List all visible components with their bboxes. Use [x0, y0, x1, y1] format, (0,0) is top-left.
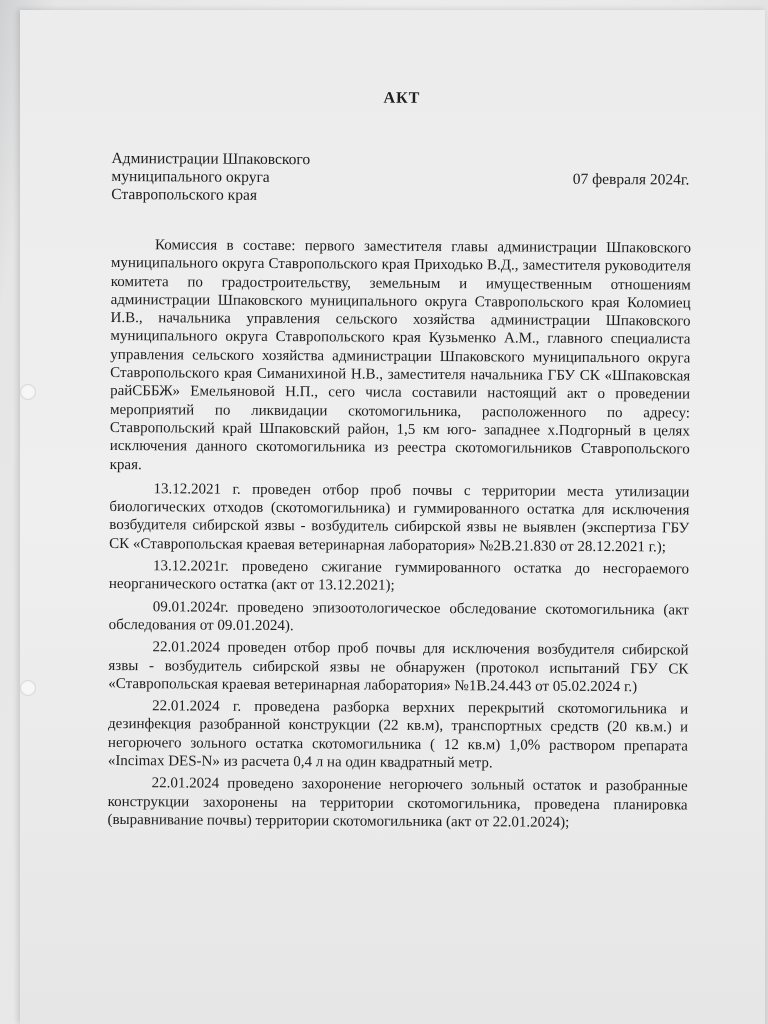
paragraph-inspection: 09.01.2024г. проведено эпизоотологическое обследование скотомогильника (акт обследования от 09.01.2024).: [108, 598, 689, 635]
paragraph-soil-sampling-2021: 13.12.2021 г. проведен отбор проб почвы с территории места утилизации биологических отходов (скотомогильника) и гуммированного остатка для исключения возбудителя сибирской язвы - возбудитель сибирской язвы не выявлен (экспертиза ГБУ СК «Ставропольская краевая ветеринарная лаборатория» №2В.21.830 от 28.12.2021 г.);: [109, 481, 690, 556]
organization-block: [111, 150, 310, 205]
punch-hole: [20, 680, 36, 696]
org-line: Администрации Шпаковского: [111, 149, 311, 169]
document-header: [111, 150, 691, 210]
org-line: Ставропольского края: [111, 185, 258, 204]
document-date: 07 февраля 2024г.: [572, 170, 690, 189]
punch-hole: [20, 384, 36, 400]
document-body: [107, 236, 691, 833]
org-line: муниципального округа: [111, 167, 270, 186]
paragraph-disinfection: 22.01.2024 г. проведена разборка верхних перекрытий скотомогильника и дезинфекция разобранной конструкции (22 кв.м), транспортных средств (20 кв.м.) и негорючего зольного остатка скотомогильника ( 12 кв.м) 1,0% раствором препарата «Incimax DES-N» из расчета 0,4 л на один квадратный метр.: [107, 698, 689, 772]
document-content: [107, 80, 692, 837]
paragraph-burial: 22.01.2024 проведено захоронение негорючего зольный остаток и разобранные конструкции захоронены на территории скотомогильника, проведена планировка (выравнивание почвы) территории скотомогильника (акт от 22.01.2024);: [107, 775, 688, 831]
paragraph-incineration: 13.12.2021г. проведено сжигание гуммированного остатка до несгораемого неорганического остатка (акт от 13.12.2021);: [108, 558, 690, 595]
paragraph-commission: Комиссия в составе: первого заместителя главы администрации Шпаковского муниципального округа Ставропольского края Приходько В.Д., заместителя руководителя комитета по градостроительству, земельным и имущественным отношениям администрации Шпаковского муниципального округа Ставропольского края Коломиец И.В., начальника управления сельского хозяйства администрации Шпаковского муниципального округа Ставропольского края Кузьменко А.М., главного специалиста управления сельского хозяйства администрации Шпаковского муниципального округа Ставропольского края Симанихиной Н.В., заместителя начальника ГБУ СК «Шпаковская райСББЖ» Емельяновой Н.П., сего числа составили настоящий акт о проведении мероприятий по ликвидации скотомогильника, расположенного по адресу: Ставропольский край Шпаковский район, 1,5 км юго- западнее х.Подгорный в целях исключения данного скотомогильника из реестра скотомогильников Ставропольского края.: [109, 237, 692, 473]
paragraph-soil-sampling-2024: 22.01.2024 проведен отбор проб почвы для исключения возбудителя сибирской язвы - возбудитель сибирской язвы не обнаружен (протокол испытаний ГБУ СК «Ставропольская краевая ветеринарная лаборатория» №1В.24.443 от 05.02.2024 г.): [108, 639, 689, 696]
document-title: АКТ: [383, 89, 421, 107]
